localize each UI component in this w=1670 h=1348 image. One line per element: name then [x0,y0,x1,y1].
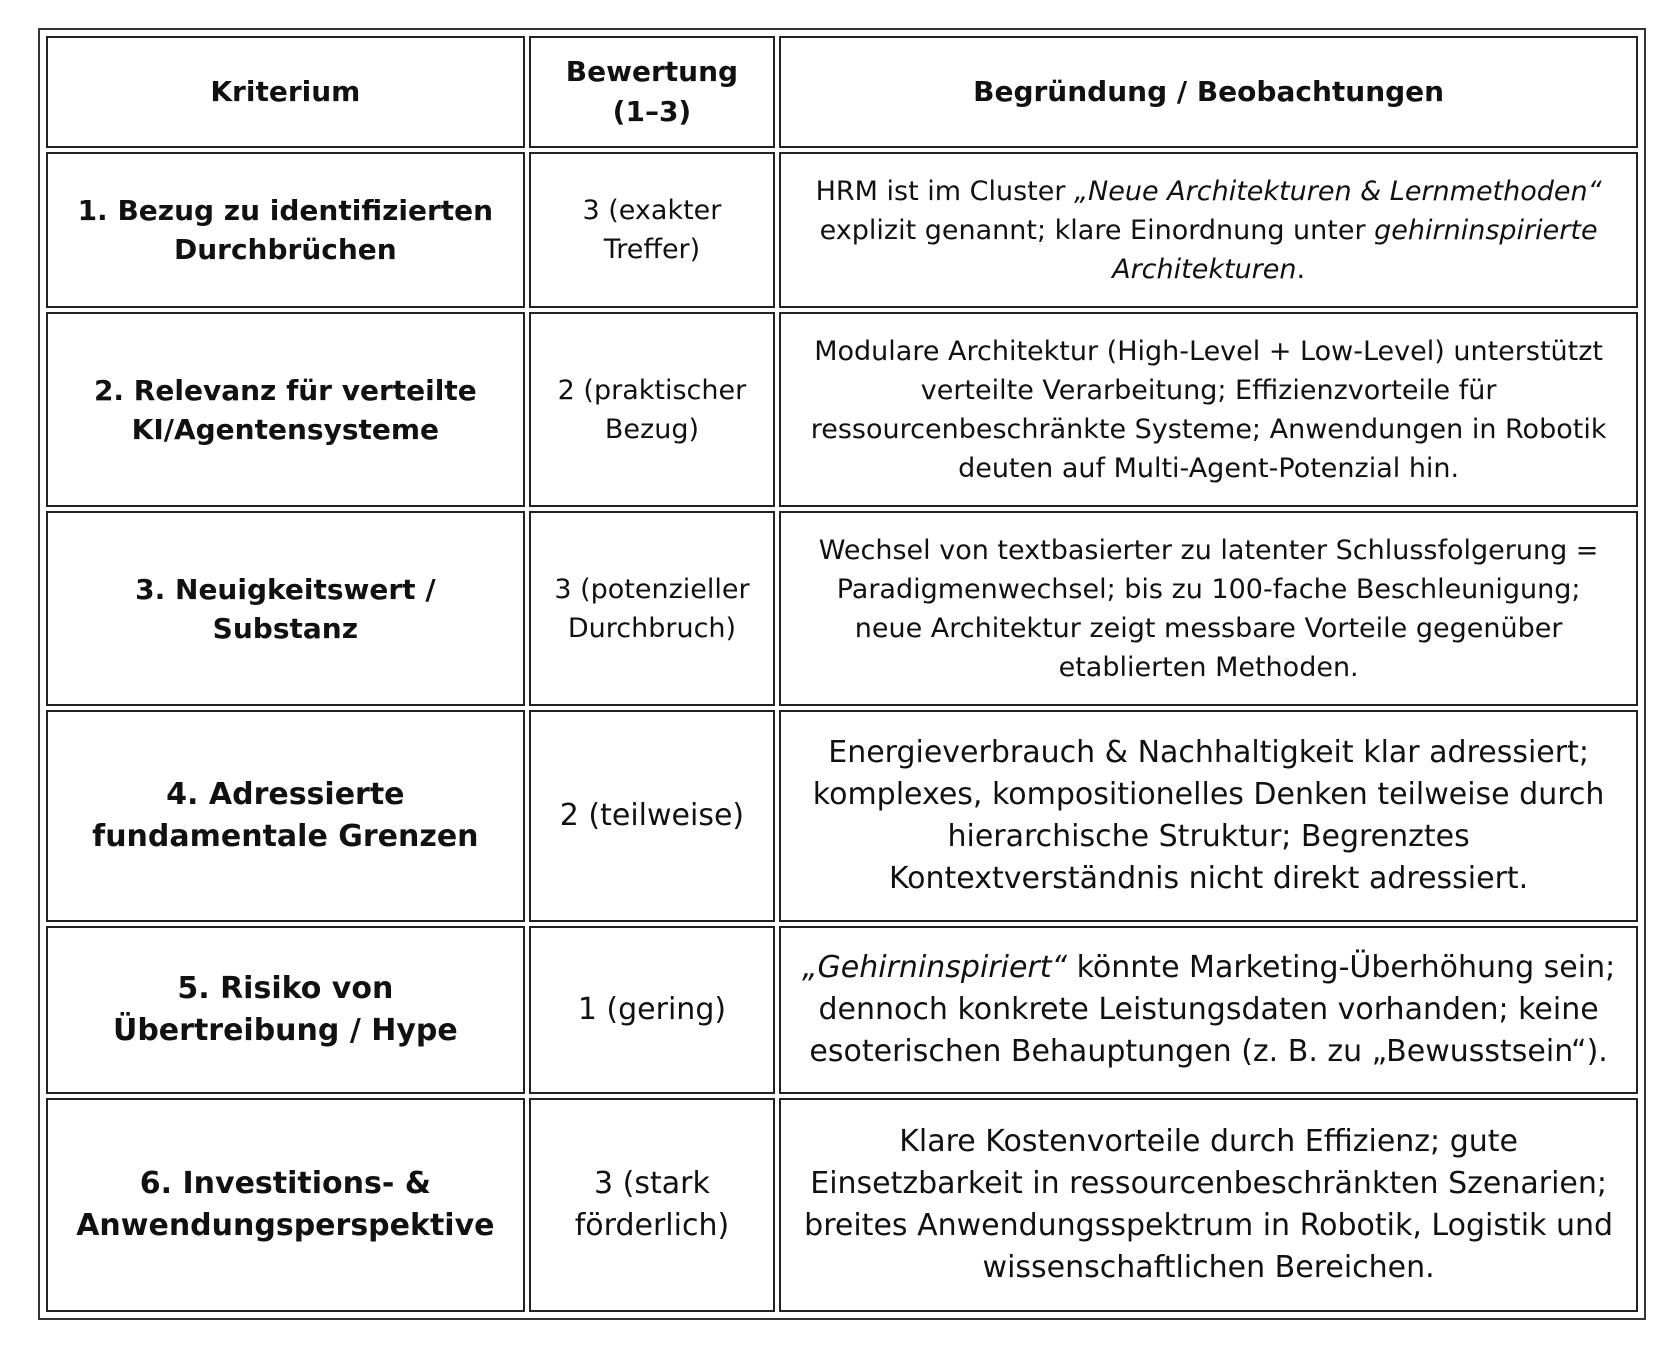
reason-text: . [1296,253,1306,285]
reason-emphasis: „Gehirninspiriert“ [802,950,1068,986]
criterion-cell: 2. Relevanz für verteilte KI/Agentensysteme [46,312,525,507]
criterion-cell: 6. Investitions- & Anwendungsperspektive [46,1098,525,1312]
header-criterion: Kriterium [46,36,525,148]
header-rating: Bewertung (1–3) [529,36,776,148]
reason-cell: Wechsel von textbasierter zu latenter Schlussfolgerung = Paradigmenwechsel; bis zu 100-fache Beschleunigung; neue Architektur zeigt messbare Vorteile gegenüber etablierten Methoden. [779,511,1638,706]
evaluation-table [42,32,1642,1316]
table-row [46,511,1638,706]
reason-text: HRM ist im Cluster [815,175,1075,207]
criterion-cell: 5. Risiko von Übertreibung / Hype [46,926,525,1094]
rating-cell: 3 (exakter Treffer) [529,152,776,308]
reason-text: könnte Marketing-Überhöhung sein; dennoch konkrete Leistungsdaten vorhanden; keine esoterischen Behauptungen (z. B. zu „Bewusstsein“). [809,950,1616,1070]
rating-cell: 3 (potenzieller Durchbruch) [529,511,776,706]
table-row [46,152,1638,308]
criterion-cell: 4. Adressierte fundamentale Grenzen [46,710,525,922]
reason-emphasis: „Neue Architekturen & Lernmethoden“ [1074,175,1602,207]
reason-text: explizit genannt; klare Einordnung unter [819,214,1375,246]
header-reason: Begründung / Beobachtungen [779,36,1638,148]
evaluation-table-frame [38,28,1646,1320]
rating-cell: 1 (gering) [529,926,776,1094]
reason-cell: Klare Kostenvorteile durch Effizienz; gute Einsetzbarkeit in ressourcenbeschränkten Szenarien; breites Anwendungsspektrum in Robotik, Logistik und wissenschaftlichen Bereichen. [779,1098,1638,1312]
rating-cell: 2 (teilweise) [529,710,776,922]
table-row [46,312,1638,507]
rating-cell: 2 (praktischer Bezug) [529,312,776,507]
reason-emphasis: gehirninspirierte Architekturen [1112,214,1598,285]
header-row [46,36,1638,148]
criterion-cell: 1. Bezug zu identifizierten Durchbrüchen [46,152,525,308]
rating-cell: 3 (stark förderlich) [529,1098,776,1312]
table-row [46,926,1638,1094]
table-row [46,710,1638,922]
criterion-cell: 3. Neuigkeitswert / Substanz [46,511,525,706]
reason-cell: Energieverbrauch & Nachhaltigkeit klar adressiert; komplexes, kompositionelles Denken teilweise durch hierarchische Struktur; Begrenztes Kontextverständnis nicht direkt adressiert. [779,710,1638,922]
reason-cell [779,152,1638,308]
reason-cell [779,926,1638,1094]
table-row [46,1098,1638,1312]
reason-cell: Modulare Architektur (High-Level + Low-Level) unterstützt verteilte Verarbeitung; Effizienzvorteile für ressourcenbeschränkte Systeme; Anwendungen in Robotik deuten auf Multi-Agent-Potenzial hin. [779,312,1638,507]
